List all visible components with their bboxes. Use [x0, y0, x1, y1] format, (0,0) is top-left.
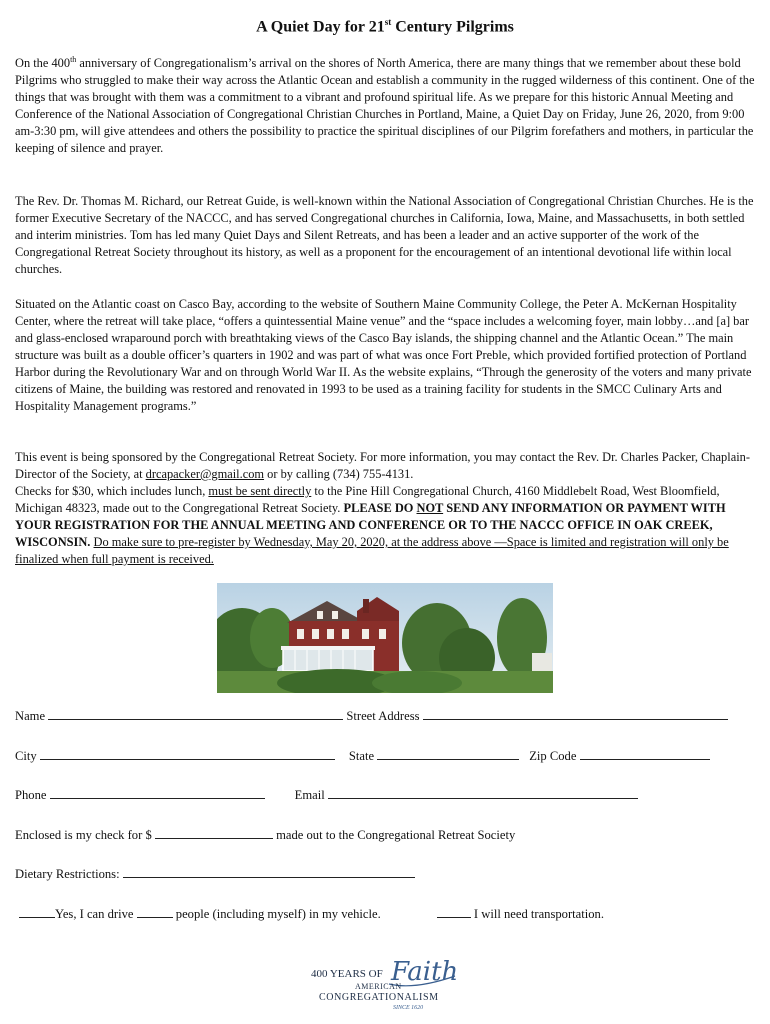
- name-address-row: [15, 707, 760, 725]
- check-amount-field[interactable]: [155, 826, 273, 839]
- city-field[interactable]: [40, 747, 335, 760]
- passenger-count-field[interactable]: [137, 905, 173, 918]
- title-text-end: Century Pilgrims: [391, 18, 514, 36]
- dietary-label: Dietary Restrictions:: [15, 867, 120, 881]
- retreat-guide-paragraph: The Rev. Dr. Thomas M. Richard, our Retreat Guide, is well-known within the National Association of Congregational Christian Churches. He is the former Executive Secretary of the NACCC, and has served Congregational churches in California, Iowa, Maine, and Massachusetts, in both settled and interim ministries. Tom has led many Quiet Days and Silent Retreats, and has been a leader and an active supporter of the work of the Congregational Retreat Society throughout its history, as well as a proponent for the encouragement of an intentional devotional life within local churches.: [15, 194, 754, 276]
- logo-faith-text: Faith: [391, 957, 459, 987]
- intro-paragraph: On the 400th anniversary of Congregationalism’s arrival on the shores of North America, there are many things that we remember about these bold Pilgrims who struggled to make their way across the Atlantic Ocean and establish a community in the rugged wilderness of this continent. One of the things that was brought with them was a commitment to a vibrant and profound spiritual life. As we prepare for this historic Annual Meeting and Conference of the National Association of Congregational Christian Churches in Portland, Maine, a Quiet Day on Friday, June 26, 2020, from 9:00 am-3:30 pm, will give attendees and others the possibility to practice the spiritual disciplines of our Pilgrim forefathers and mothers, in particular the keeping of silence and prayer.: [15, 54, 755, 155]
- logo-years-text: 400 YEARS OF: [311, 968, 383, 980]
- passenger-count-label: people (including myself) in my vehicle.: [175, 907, 381, 921]
- need-transport-field[interactable]: [437, 905, 471, 918]
- check-amount-row: [15, 826, 760, 844]
- page-title: [0, 17, 770, 36]
- logo-congregationalism-text: CONGREGATIONALISM: [319, 992, 439, 1003]
- logo-american-text: AMERICAN: [355, 982, 402, 991]
- payee-text: made out to the Congregational Retreat Society: [276, 828, 516, 842]
- zip-code-field[interactable]: [580, 747, 710, 760]
- dietary-row: [15, 865, 760, 883]
- title-superscript: st: [384, 17, 392, 27]
- phone-email-row: [15, 786, 760, 804]
- transport-row: [15, 905, 760, 923]
- venue-paragraph: Situated on the Atlantic coast on Casco Bay, according to the website of Southern Maine Community College, the Peter A. McKernan Hospitality Center, where the retreat will take place, “offers a quintessential Maine venue” and the “space includes a welcoming foyer, main lobby…and [a] bar and glass-enclosed wraparound porch with breathtaking views of the Casco Bay islands, the shipping channel and the Atlantic Ocean.” The main structure was built as a double officer’s quarters in 1902 and was part of what was once Fort Preble, which provided fortified protection of Portland Harbor during the Revolutionary War and on through World War II. As the website explains, “Through the generosity of the voters and many private citizens of Maine, the building was restored and renovated in 1993 to be used as a training facility for students in the SMCC Culinary Arts and Hospitality Management programs.”: [15, 297, 752, 413]
- preregister-notice: Do make sure to pre-register by Wednesday, May 20, 2020, at the address above —Space is limited and registration will only be finalized when full payment is received.: [15, 535, 729, 566]
- check-amount-label: Enclosed is my check for $: [15, 828, 152, 842]
- street-address-label: Street Address: [346, 709, 420, 723]
- phone-field[interactable]: [50, 786, 265, 799]
- hospitality-center-image: [217, 583, 553, 693]
- logo-since-text: SINCE 1620: [393, 1005, 424, 1011]
- email-label: Email: [294, 788, 325, 802]
- can-drive-label: Yes, I can drive: [55, 907, 134, 921]
- contact-email-link[interactable]: drcapacker@gmail.com: [145, 467, 265, 481]
- anniversary-logo: [305, 950, 465, 1012]
- building-photo: [217, 583, 553, 693]
- state-label: State: [348, 749, 375, 763]
- can-drive-field[interactable]: [19, 905, 55, 918]
- street-address-field[interactable]: [423, 707, 728, 720]
- email-field[interactable]: [328, 786, 638, 799]
- city-state-zip-row: [15, 747, 760, 765]
- name-field[interactable]: [48, 707, 343, 720]
- phone-label: Phone: [15, 788, 47, 802]
- sponsor-paragraph: This event is being sponsored by the Congregational Retreat Society. For more information, you may contact the Rev. Dr. Charles Packer, Chaplain-Director of the Society, at drcapacker@gmail.com or by calling (734) 755-4131. Checks for $30, which includes lunch, must be sent directly to the Pine Hill Congregational Church, 4160 Middlebelt Road, West Bloomfield, Michigan 48323, made out to the Congregational Retreat Society. PLEASE DO NOT SEND ANY INFORMATION OR PAYMENT WITH YOUR REGISTRATION FOR THE ANNUAL MEETING AND CONFERENCE OR TO THE NACCC OFFICE IN OAK CREEK, WISCONSIN. Do make sure to pre-register by Wednesday, May 20, 2020, at the address above —Space is limited and registration will only be finalized when full payment is received.: [15, 450, 750, 566]
- city-label: City: [15, 749, 37, 763]
- state-field[interactable]: [377, 747, 519, 760]
- zip-code-label: Zip Code: [529, 749, 577, 763]
- need-transport-label: I will need transportation.: [473, 907, 604, 921]
- title-text: A Quiet Day for 21: [256, 18, 385, 36]
- name-label: Name: [15, 709, 46, 723]
- dietary-field[interactable]: [123, 865, 415, 878]
